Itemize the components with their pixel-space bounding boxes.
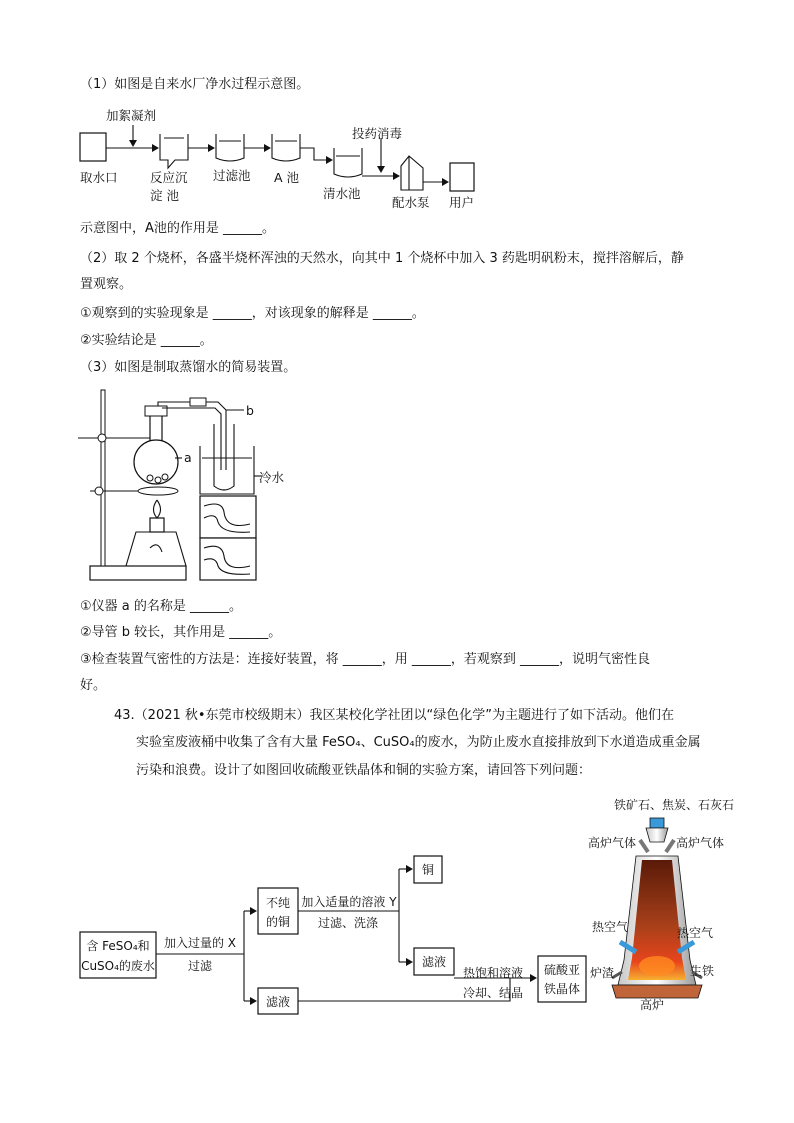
- impure-text-2: 的铜: [265, 915, 290, 929]
- hopper-top: [650, 818, 664, 828]
- furnace-gas-left: 高炉气体: [588, 836, 637, 850]
- label-intake: 取水口: [80, 170, 118, 185]
- q2-observation: ①观察到的实验现象是 ______，对该现象的解释是 ______。: [80, 306, 425, 321]
- label-filter: 过滤池: [213, 168, 251, 183]
- q3-c1: ③检查装置气密性的方法是：连接好装置，将 ______，用 ______，若观察到 ______，说明气密性良: [80, 652, 651, 667]
- label-cold-water: 冷水: [259, 470, 285, 485]
- label-pool-a: A 池: [274, 170, 300, 185]
- q3-a: ①仪器 a 的名称是 ______。: [80, 599, 243, 614]
- q2-line1: （2）取 2 个烧杯，各盛半烧杯浑浊的天然水，向其中 1 个烧杯中加入 3 药匙明矾粉末，搅拌溶解后，静: [80, 251, 684, 266]
- impure-text-1: 不纯: [265, 896, 290, 910]
- label-coagulant: 加絮凝剂: [106, 108, 157, 123]
- label-b: b: [246, 403, 254, 418]
- crystal-text-2: 铁晶体: [543, 982, 580, 996]
- filtrate1-text: 滤液: [265, 995, 290, 1009]
- label-clear: 清水池: [323, 186, 361, 201]
- label-disinfect: 投药消毒: [352, 126, 403, 141]
- label-user: 用户: [449, 195, 475, 210]
- q2-line2: 置观察。: [80, 277, 133, 292]
- add-y-label: 加入适量的溶液 Y: [301, 895, 397, 909]
- q43-line3: 污染和浪费。设计了如图回收硫酸亚铁晶体和铜的实验方案，请回答下列问题：: [136, 763, 592, 778]
- crystal-text-1: 硫酸亚: [543, 963, 580, 977]
- label-pump: 配水泵: [392, 195, 430, 210]
- furnace-pig-iron: 生铁: [690, 964, 715, 978]
- label-reaction-2: 淀 池: [150, 188, 179, 203]
- furnace-slag: 炉渣: [590, 966, 615, 980]
- furnace-hotair-right: 热空气: [677, 926, 714, 940]
- waste-text-1: 含 FeSO₄和: [86, 939, 150, 953]
- furnace-raw-label: 铁矿石、焦炭、石灰石: [614, 798, 735, 812]
- waste-text-2: CuSO₄的废水: [81, 959, 155, 973]
- copper-text: 铜: [421, 863, 434, 877]
- add-x-label: 加入过量的 X: [163, 936, 237, 950]
- q1-line: 示意图中，A池的作用是 ______。: [80, 221, 276, 236]
- furnace-gas-right: 高炉气体: [676, 836, 725, 850]
- filtrate2-text: 滤液: [421, 955, 446, 969]
- q3-c2: 好。: [80, 678, 107, 693]
- q1-intro: （1）如图是自来水厂净水过程示意图。: [80, 77, 310, 92]
- filter1-label: 过滤: [187, 959, 212, 973]
- q3-intro: （3）如图是制取蒸馏水的简易装置。: [80, 360, 297, 375]
- q2-conclusion: ②实验结论是 ______。: [80, 333, 213, 348]
- label-reaction: 反应沉: [150, 170, 188, 185]
- filter-wash-label: 过滤、洗涤: [317, 916, 378, 930]
- furnace-name: 高炉: [640, 998, 665, 1012]
- cool-cryst-label: 冷却、结晶: [462, 986, 523, 1000]
- q43-line2: 实验室废液桶中收集了含有大量 FeSO₄、CuSO₄的废水，为防止废水直接排放到下水道造成重金属: [136, 735, 701, 750]
- label-a: a: [184, 450, 192, 465]
- furnace-hotair-left: 热空气: [592, 920, 629, 934]
- q43-line1: 43.（2021 秋•东莞市校级期末）我区某校化学社团以“绿色化学”为主题进行了如下活动。他们在: [114, 708, 675, 723]
- hot-sat-label: 热饱和溶液: [462, 966, 523, 980]
- q3-b: ②导管 b 较长，其作用是 ______。: [80, 625, 282, 640]
